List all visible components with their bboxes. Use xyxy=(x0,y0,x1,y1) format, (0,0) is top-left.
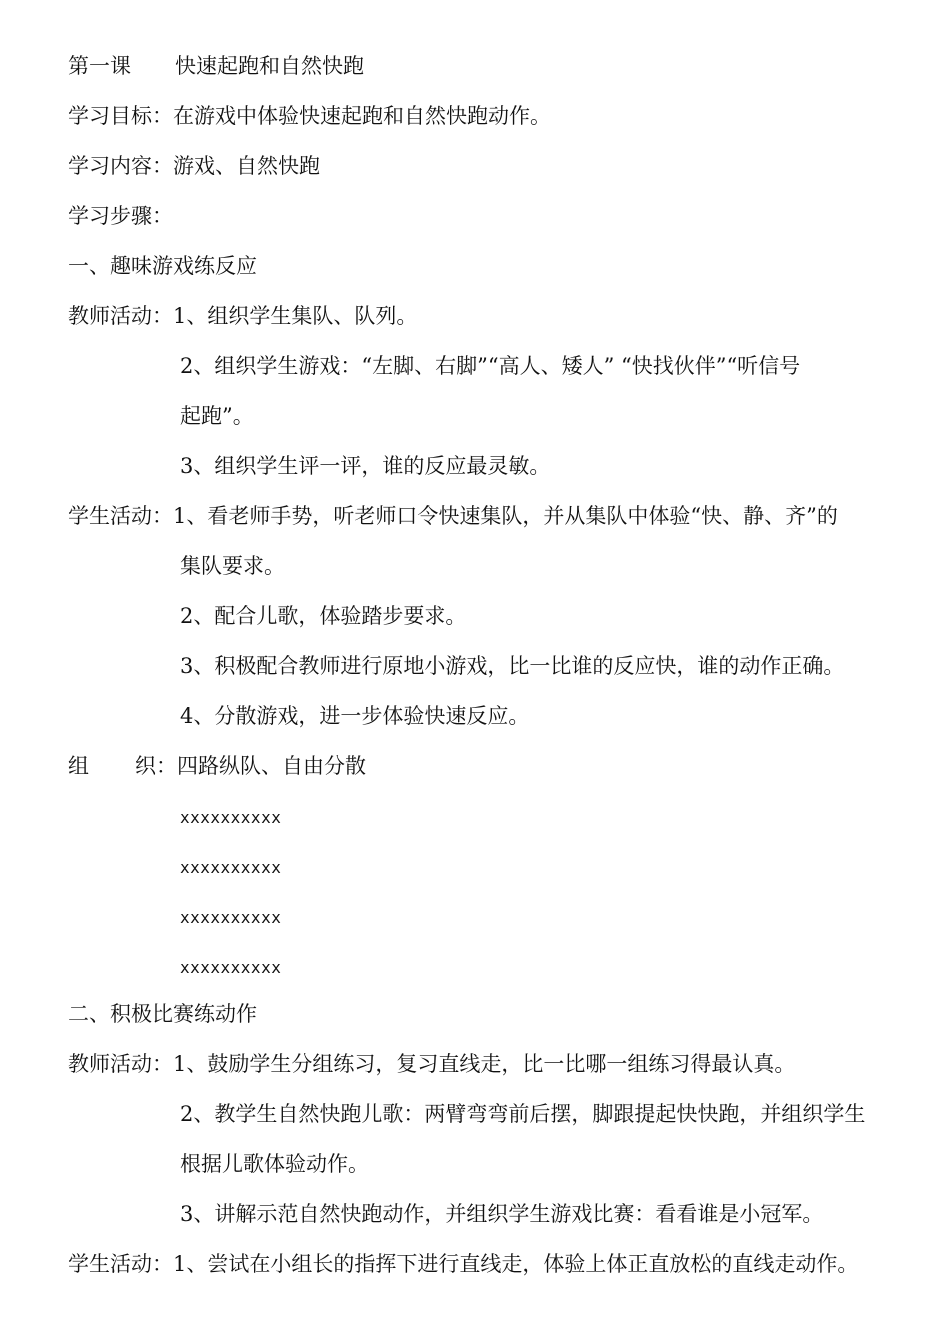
section1-heading: 一、趣味游戏练反应 xyxy=(68,254,257,278)
section2-teacher-item: 3、讲解示范自然快跑动作，并组织学生游戏比赛：看看谁是小冠军。 xyxy=(180,1202,824,1226)
objective-text: 在游戏中体验快速起跑和自然快跑动作。 xyxy=(173,104,551,128)
section1-teacher-item: 3、组织学生评一评，谁的反应最灵敏。 xyxy=(180,454,551,478)
content-label: 学习内容： xyxy=(68,154,173,178)
section1-student-label: 学生活动： xyxy=(68,504,173,528)
organization-line xyxy=(68,752,366,780)
objective-line xyxy=(68,102,551,130)
formation-row: xxxxxxxxxx xyxy=(180,958,282,977)
section1-student-item: 4、分散游戏，进一步体验快速反应。 xyxy=(180,704,530,728)
section2-student-item: 1、尝试在小组长的指挥下进行直线走，体验上体正直放松的直线走动作。 xyxy=(173,1252,859,1276)
formation-row: xxxxxxxxxx xyxy=(180,808,282,827)
section2-heading: 二、积极比赛练动作 xyxy=(68,1002,257,1026)
formation-row: xxxxxxxxxx xyxy=(180,858,282,877)
section1-student-item: 3、积极配合教师进行原地小游戏，比一比谁的反应快，谁的动作正确。 xyxy=(180,654,845,678)
section2-teacher-item: 根据儿歌体验动作。 xyxy=(180,1152,369,1176)
content-text: 游戏、自然快跑 xyxy=(173,154,320,178)
section2-teacher-line-1 xyxy=(68,1050,795,1078)
section1-student-item: 集队要求。 xyxy=(180,554,285,578)
section2-student-label: 学生活动： xyxy=(68,1252,173,1276)
steps-label: 学习步骤： xyxy=(68,204,173,228)
formation-row: xxxxxxxxxx xyxy=(180,908,282,927)
lesson-number: 第一课 xyxy=(68,54,131,78)
section1-teacher-item: 2、组织学生游戏：“左脚、右脚”“高人、矮人” “快找伙伴”“听信号 xyxy=(180,354,801,378)
section1-teacher-label: 教师活动： xyxy=(68,304,173,328)
section2-teacher-label: 教师活动： xyxy=(68,1052,173,1076)
section2-teacher-item: 1、鼓励学生分组练习，复习直线走，比一比哪一组练习得最认真。 xyxy=(173,1052,796,1076)
organization-label-part1: 组 xyxy=(68,754,89,778)
section1-teacher-item: 起跑”。 xyxy=(180,404,254,428)
section1-teacher-item: 1、组织学生集队、队列。 xyxy=(173,304,418,328)
section1-student-item: 2、配合儿歌，体验踏步要求。 xyxy=(180,604,467,628)
lesson-title: 快速起跑和自然快跑 xyxy=(175,54,364,78)
objective-label: 学习目标： xyxy=(68,104,173,128)
section1-student-item: 1、看老师手势，听老师口令快速集队，并从集队中体验“快、静、齐”的 xyxy=(173,504,838,528)
section1-teacher-line-1 xyxy=(68,302,417,330)
section2-teacher-item: 2、教学生自然快跑儿歌：两臂弯弯前后摆，脚跟提起快快跑，并组织学生 xyxy=(180,1102,866,1126)
organization-label-part2: 织： xyxy=(135,754,177,778)
lesson-title-line xyxy=(68,52,364,80)
section1-student-line-1 xyxy=(68,502,838,530)
content-line xyxy=(68,152,320,180)
section2-student-line-1 xyxy=(68,1250,858,1278)
organization-text: 四路纵队、自由分散 xyxy=(177,754,366,778)
